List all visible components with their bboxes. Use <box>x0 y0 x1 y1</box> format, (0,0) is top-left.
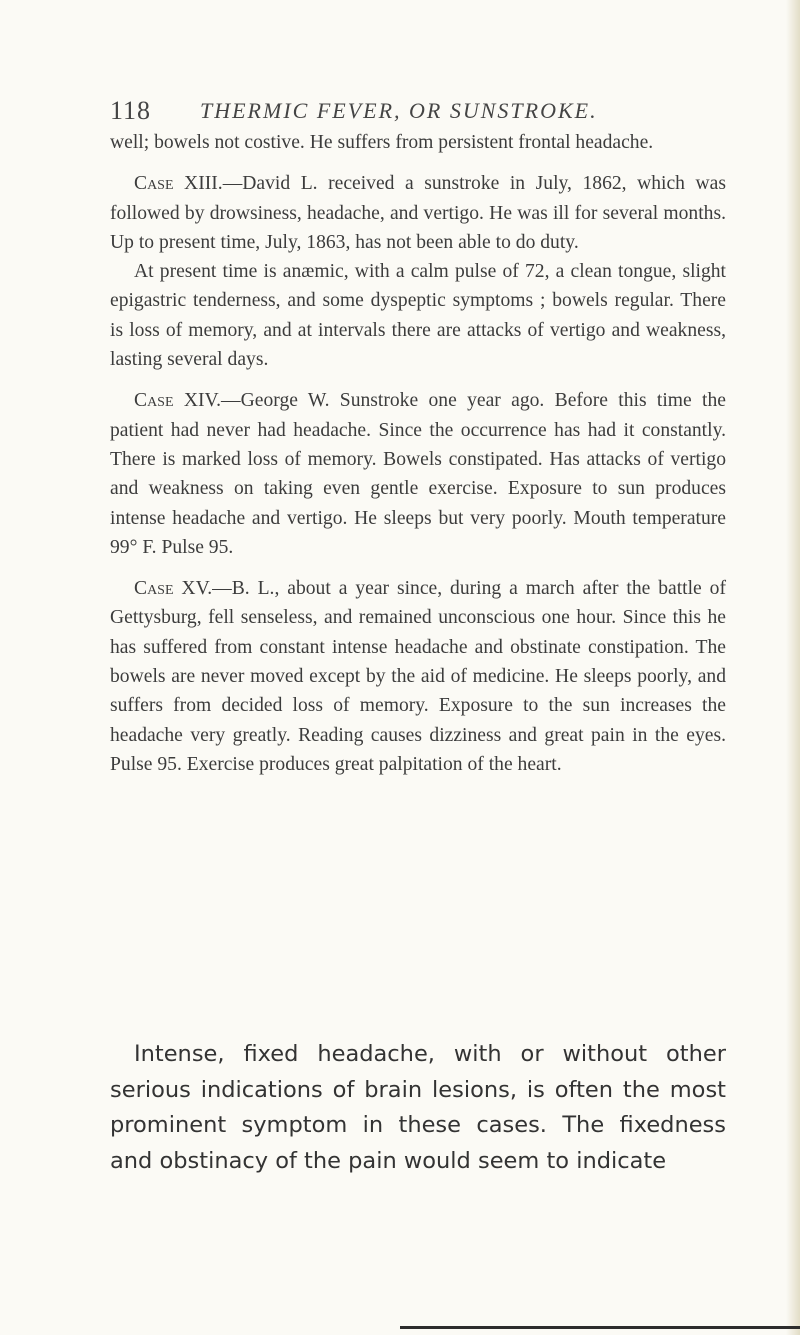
paragraph-continuation <box>110 128 726 157</box>
paragraph-text: —George W. Sunstroke one year ago. Before this time the patient had never had headache. Since the occurrence has had it constantly. There is marked loss of memory. Bowels constipated. Has attacks of vertigo and weakness on taking even gentle exercise. Exposure to sun produces intense headache and vertigo. He sleeps but very poorly. Mouth temperature 99° F. Pulse 95. <box>110 390 726 558</box>
case-label: Case XIV. <box>134 390 222 412</box>
paragraph-text: —B. L., about a year since, during a march after the battle of Gettysburg, fell senseless, and remained unconscious one hour. Since this he has suffered from constant intense headache and obstinate constipation. The bowels are never moved except by the aid of medicine. He sleeps poorly, and suffers from decided loss of memory. Exposure to the sun increases the headache very greatly. Reading causes dizziness and great pain in the eyes. Pulse 95. Exercise produces great palpitation of the heart. <box>110 578 726 775</box>
running-head: THERMIC FEVER, OR SUNSTROKE. <box>200 98 598 123</box>
paragraph-case-xv <box>110 574 726 779</box>
paragraph-case-xiii <box>110 169 726 257</box>
paragraph-present-condition <box>110 257 726 374</box>
closing-paragraph: Intense, fixed headache, with or without other serious indications of brain lesions, is often the most prominent symptom in these cases. The fixedness and obstinacy of the pain would seem to indicate <box>110 1041 726 1174</box>
bottom-rule <box>400 1326 800 1329</box>
paragraph-case-xiv <box>110 386 726 562</box>
page-number: 118 <box>110 96 152 125</box>
case-label: Case XV. <box>134 578 213 600</box>
paragraph-text: well; bowels not costive. He suffers from persistent frontal headache. <box>110 132 654 153</box>
closing-paragraph-block <box>110 1037 726 1179</box>
case-label: Case XIII. <box>134 173 223 195</box>
paragraph-text: —David L. received a sunstroke in July, 1862, which was followed by drowsiness, headache, and vertigo. He was ill for several months. Up to present time, July, 1863, has not been able to do duty. <box>110 173 726 253</box>
body-text <box>110 128 726 791</box>
paragraph-text: At present time is anæmic, with a calm pulse of 72, a clean tongue, slight epigastric tenderness, and some dyspeptic symptoms ; bowels regular. There is loss of memory, and at intervals there are attacks of vertigo and weakness, lasting several days. <box>110 261 726 371</box>
page-edge-shadow <box>786 0 800 1335</box>
